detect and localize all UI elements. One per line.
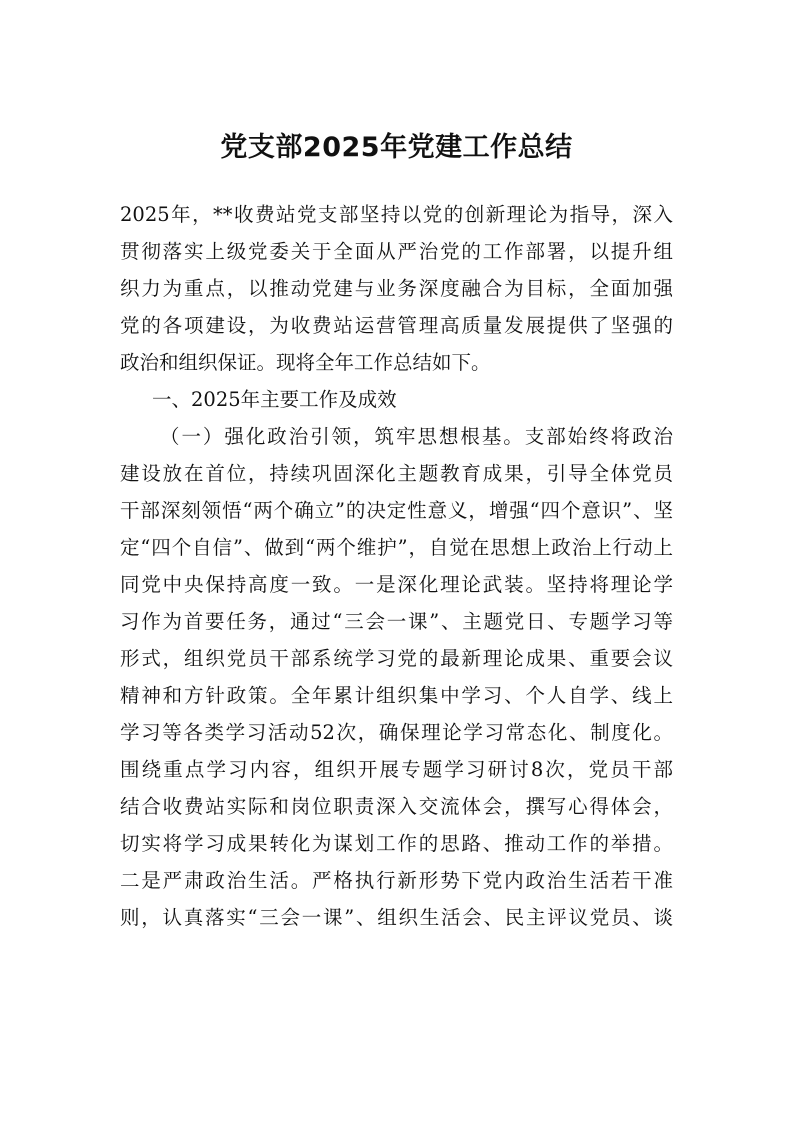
paragraph-line: 学习等各类学习活动52次，确保理论学习常态化、制度化。 [120, 721, 673, 744]
paragraph-line: 结合收费站实际和岗位职责深入交流体会，撰写心得体会， [120, 795, 673, 818]
paragraph-line: 贯彻落实上级党委关于全面从严治党的工作部署，以提升组 [120, 240, 673, 263]
paragraph-line: 政治和组织保证。现将全年工作总结如下。 [120, 351, 491, 374]
section-heading: 一、2025年主要工作及成效 [152, 388, 397, 411]
paragraph-line: 切实将学习成果转化为谋划工作的思路、推动工作的举措。 [120, 832, 673, 855]
paragraph-line: （一）强化政治引领，筑牢思想根基。支部始终将政治 [160, 425, 673, 448]
paragraph-line: 同党中央保持高度一致。一是深化理论武装。坚持将理论学 [120, 573, 673, 596]
paragraph-line: 干部深刻领悟“两个确立”的决定性意义，增强“四个意识”、坚 [120, 499, 673, 522]
paragraph-line: 建设放在首位，持续巩固深化主题教育成果，引导全体党员 [120, 462, 673, 485]
paragraph-line: 2025年，**收费站党支部坚持以党的创新理论为指导，深入 [120, 203, 673, 226]
paragraph-line: 织力为重点，以推动党建与业务深度融合为目标，全面加强 [120, 277, 673, 300]
paragraph-line: 二是严肃政治生活。严格执行新形势下党内政治生活若干准 [120, 869, 673, 892]
paragraph-line: 形式，组织党员干部系统学习党的最新理论成果、重要会议 [120, 647, 673, 670]
document-title: 党支部2025年党建工作总结 [220, 132, 573, 163]
paragraph-line: 习作为首要任务，通过“三会一课”、主题党日、专题学习等 [120, 610, 673, 633]
paragraph-line: 党的各项建设，为收费站运营管理高质量发展提供了坚强的 [120, 314, 673, 337]
paragraph-line: 则，认真落实“三会一课”、组织生活会、民主评议党员、谈 [120, 906, 673, 929]
document-body [120, 196, 673, 936]
paragraph-line: 定“四个自信”、做到“两个维护”，自觉在思想上政治上行动上 [120, 536, 673, 559]
paragraph-line: 精神和方针政策。全年累计组织集中学习、个人自学、线上 [120, 684, 673, 707]
paragraph-line: 围绕重点学习内容，组织开展专题学习研讨8次，党员干部 [120, 758, 673, 781]
